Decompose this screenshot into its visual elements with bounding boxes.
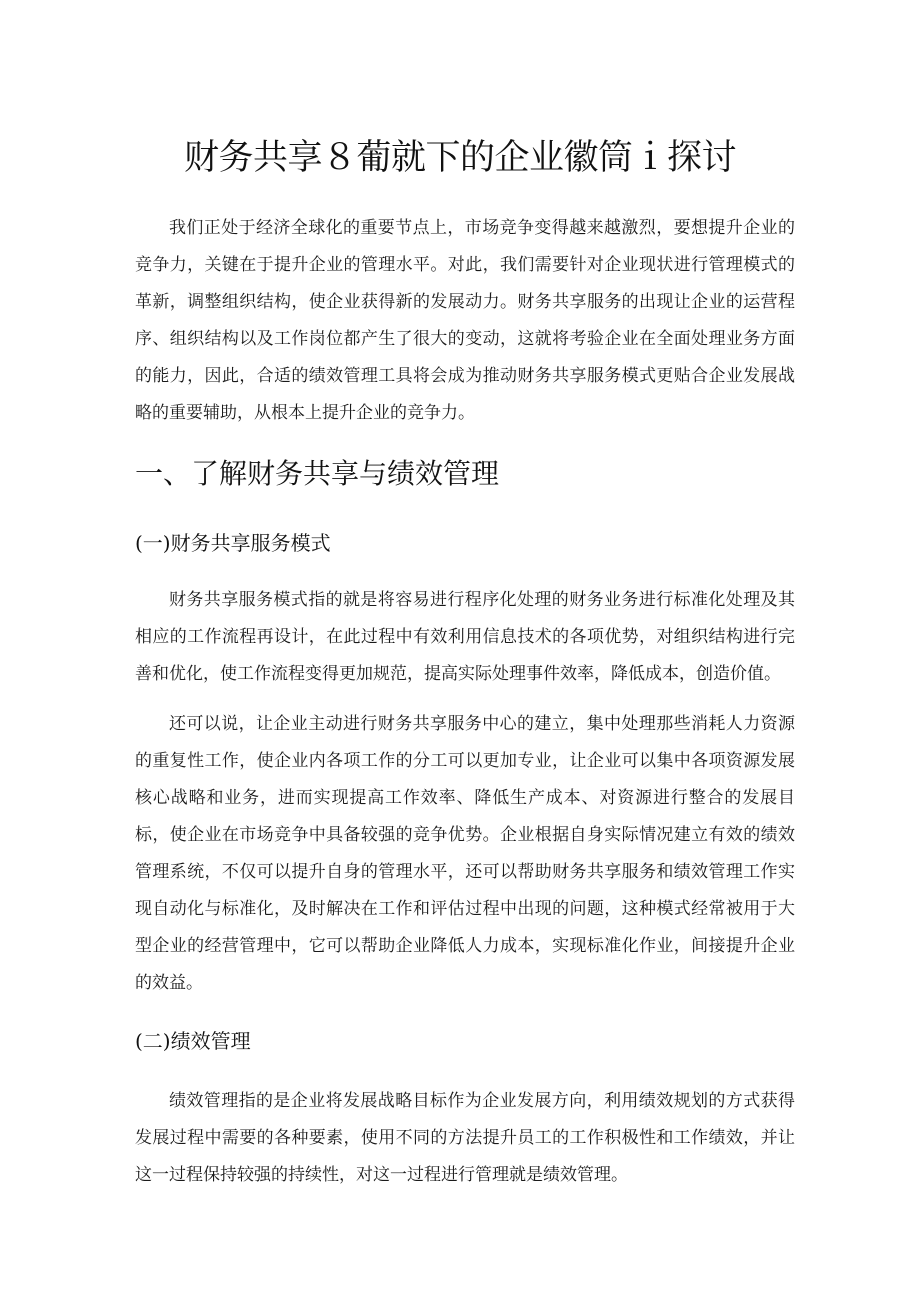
section-heading: 一、了解财务共享与绩效管理 <box>135 457 500 490</box>
intro-paragraph: 我们正处于经济全球化的重要节点上，市场竞争变得越来越激烈，要想提升企业的竞争力，关键在于提升企业的管理水平。对此，我们需要针对企业现状进行管理模式的革新，调整组织结构，使企业获得新的发展动力。财务共享服务的出现让企业的运营程序、组织结构以及工作岗位都产生了很大的变动，这就将考验企业在全面处理业务方面的能力，因此，合适的绩效管理工具将会成为推动财务共享服务模式更贴合企业发展战略的重要辅助，从根本上提升企业的竞争力。 <box>135 218 795 423</box>
document-title: 财务共享８葡就下的企业徽筒ｉ探讨 <box>183 138 736 178</box>
subsection-heading-shared-services: (一)财务共享服务模式 <box>135 531 331 555</box>
shared-services-paragraph-1: 财务共享服务模式指的就是将容易进行程序化处理的财务业务进行标准化处理及其相应的工作流程再设计，在此过程中有效利用信息技术的各项优势，对组织结构进行完善和优化，使工作流程变得更加规范，提高实际处理事件效率，降低成本，创造价值。 <box>135 590 795 684</box>
subsection-heading-performance: (二)绩效管理 <box>135 1029 251 1053</box>
performance-paragraph-1: 绩效管理指的是企业将发展战略目标作为企业发展方向，利用绩效规划的方式获得发展过程中需要的各种要素，使用不同的方法提升员工的工作积极性和工作绩效，并让这一过程保持较强的持续性，对这一过程进行管理就是绩效管理。 <box>135 1091 795 1185</box>
shared-services-paragraph-2: 还可以说，让企业主动进行财务共享服务中心的建立，集中处理那些消耗人力资源的重复性工作，使企业内各项工作的分工可以更加专业，让企业可以集中各项资源发展核心战略和业务，进而实现提高工作效率、降低生产成本、对资源进行整合的发展目标，使企业在市场竞争中具备较强的竞争优势。企业根据自身实际情况建立有效的绩效管理系统，不仅可以提升自身的管理水平，还可以帮助财务共享服务和绩效管理工作实现自动化与标准化，及时解决在工作和评估过程中出现的问题，这种模式经常被用于大型企业的经营管理中，它可以帮助企业降低人力成本，实现标准化作业，间接提升企业的效益。 <box>135 714 795 993</box>
